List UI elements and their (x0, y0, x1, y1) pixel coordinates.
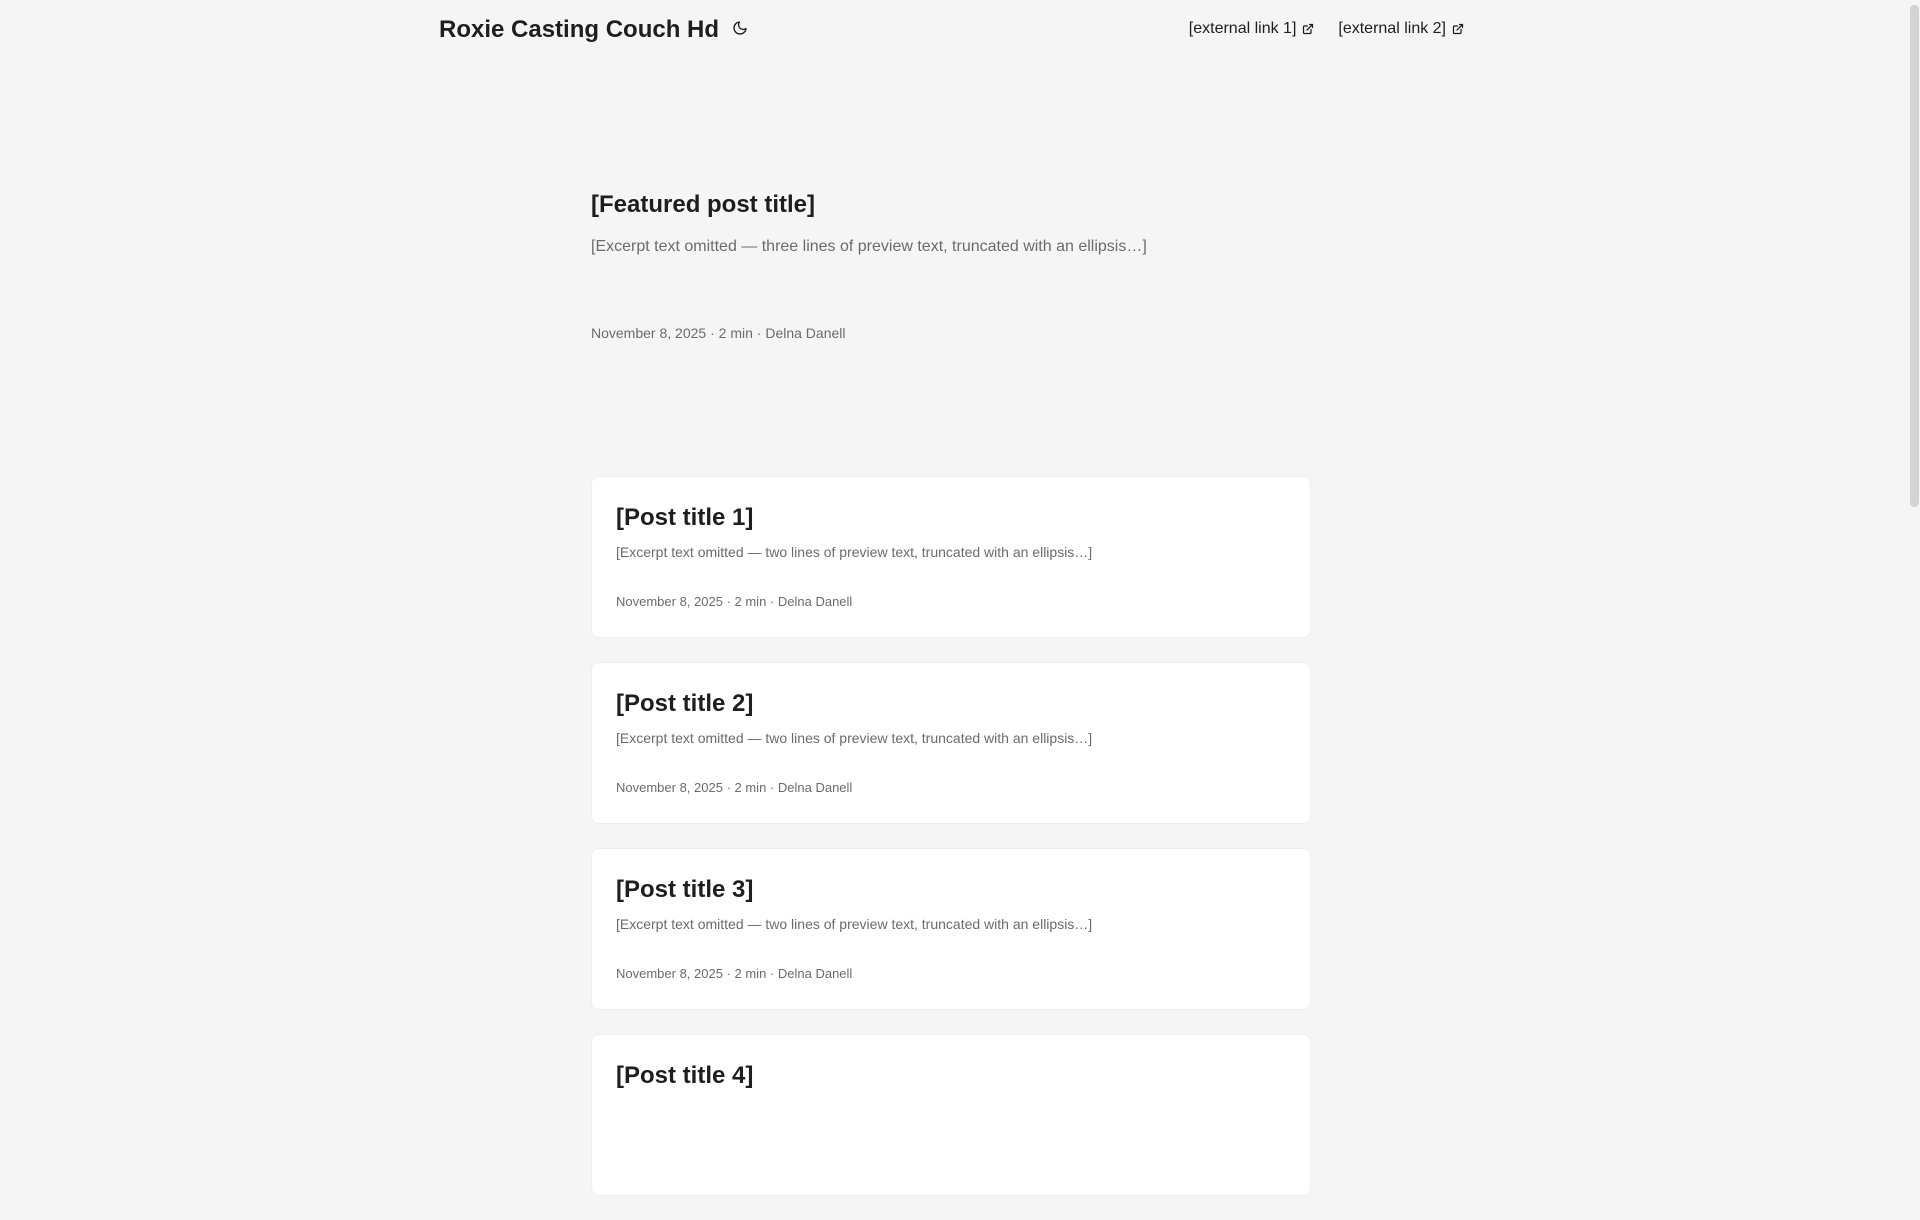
scrollbar-thumb[interactable] (1910, 5, 1919, 507)
menu-link-1[interactable] (1189, 19, 1315, 39)
post-excerpt: [Excerpt text omitted — two lines of preview text, truncated with an ellipsis…] (616, 730, 1093, 746)
moon-icon (732, 20, 748, 36)
external-link-icon (1452, 23, 1464, 35)
page-scrollbar[interactable] (1904, 0, 1920, 1080)
post-card[interactable] (591, 1034, 1311, 1196)
post-title: [Post title 3] (616, 876, 754, 903)
meta-separator: · (766, 780, 778, 795)
post-read-time: 2 min (734, 594, 767, 609)
post-date: November 8, 2025 (616, 594, 723, 609)
post-meta (616, 965, 1286, 983)
meta-separator: · (722, 780, 735, 795)
post-title: [Post title 1] (616, 504, 754, 531)
post-card[interactable] (591, 848, 1311, 1010)
post-meta (616, 779, 1286, 797)
post-author: Delna Danell (777, 594, 853, 609)
post-card[interactable] (591, 476, 1311, 638)
featured-post-meta (591, 323, 1291, 343)
menu-link-label: [external link 1] (1188, 20, 1297, 37)
featured-post[interactable] (591, 190, 1291, 343)
external-link-icon (1302, 23, 1314, 35)
theme-toggle-button[interactable] (731, 19, 749, 37)
post-author: Delna Danell (765, 325, 846, 341)
post-read-time: 2 min (734, 780, 767, 795)
meta-separator: · (706, 325, 719, 341)
post-excerpt: [Excerpt text omitted — two lines of preview text, truncated with an ellipsis…] (616, 544, 1093, 560)
post-title: [Post title 2] (616, 690, 754, 717)
post-date: November 8, 2025 (591, 325, 707, 341)
meta-separator: · (722, 966, 735, 981)
featured-post-title: [Featured post title] (591, 191, 816, 218)
meta-separator: · (722, 594, 735, 609)
post-list (591, 476, 1311, 1220)
post-excerpt: [Excerpt text omitted — two lines of preview text, truncated with an ellipsis…] (616, 916, 1093, 932)
post-title: [Post title 4] (616, 1062, 754, 1089)
featured-post-excerpt: [Excerpt text omitted — three lines of preview text, truncated with an ellipsis…] (591, 238, 1147, 255)
menu-link-label: [external link 2] (1338, 20, 1446, 37)
post-read-time: 2 min (718, 325, 753, 341)
meta-separator: · (766, 594, 778, 609)
post-meta (616, 593, 1286, 611)
meta-separator: · (766, 966, 778, 981)
menu-link-2[interactable] (1338, 19, 1464, 39)
top-menu (1189, 19, 1464, 39)
post-card[interactable] (591, 662, 1311, 824)
site-logo[interactable]: Roxie Casting Couch Hd (439, 16, 720, 43)
post-date: November 8, 2025 (616, 780, 723, 795)
site-header (0, 0, 1904, 60)
post-read-time: 2 min (734, 966, 767, 981)
post-date: November 8, 2025 (616, 966, 723, 981)
meta-separator: · (752, 325, 766, 341)
post-author: Delna Danell (777, 780, 853, 795)
post-author: Delna Danell (777, 966, 853, 981)
